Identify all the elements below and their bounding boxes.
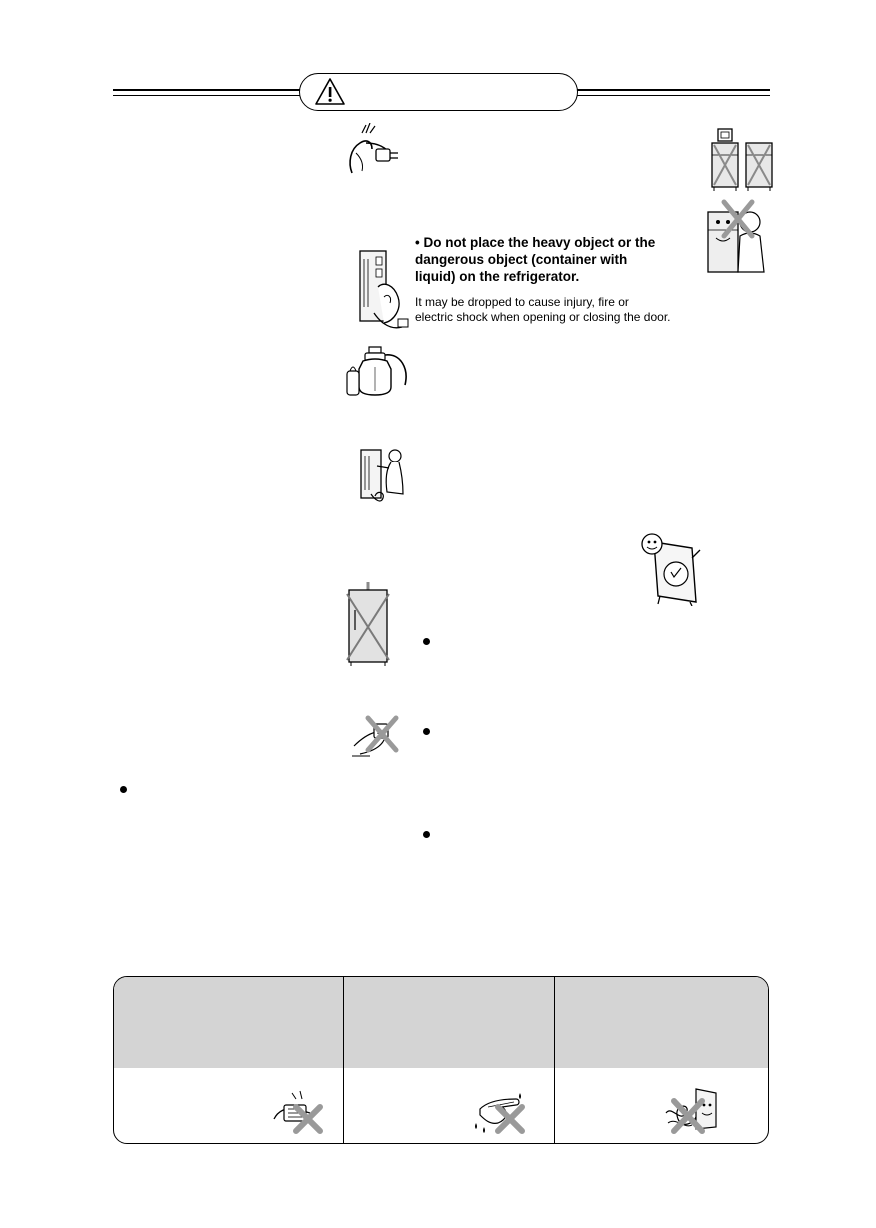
precaution-table [113, 976, 769, 1144]
header-rule-left-top [113, 89, 303, 91]
bullet-marker [423, 638, 430, 645]
refrigerator-stacked-crossed-icon [700, 127, 778, 193]
fridge-tangled-cord-crossed-icon [662, 1083, 730, 1137]
header-rule-right-bottom [574, 95, 770, 96]
warning-body-line-1: It may be dropped to cause injury, fire or [415, 295, 629, 309]
warning-title: • Do not place the heavy object or the dangerous object (container with liquid) on the refrigerator. [415, 235, 656, 284]
wet-hand-crossed-icon [468, 1089, 528, 1135]
hand-plug-crossed-icon [350, 710, 402, 758]
warning-text-block [415, 234, 671, 325]
person-at-fridge-icon [357, 444, 417, 508]
table-column-divider [343, 977, 344, 1143]
power-plug-icon [342, 123, 404, 177]
bullet-marker [423, 831, 430, 838]
gas-cylinder-icon [345, 343, 413, 399]
warning-triangle-icon [314, 77, 346, 107]
precaution-table-header [114, 977, 768, 1068]
bullet-marker [120, 786, 127, 793]
warning-body-line-2: electric shock when opening or closing the door. [415, 310, 671, 324]
header-rule-right-top [574, 89, 770, 91]
heavy-object-fridge-crossed-icon [694, 196, 770, 278]
happy-fridge-icon [636, 530, 702, 606]
bullet-marker [423, 728, 430, 735]
header-rule-left-bottom [113, 95, 303, 96]
plug-crossed-icon [270, 1089, 324, 1135]
fridge-crossed-icon [343, 580, 393, 668]
table-column-divider [554, 977, 555, 1143]
door-hand-plug-icon [354, 247, 418, 337]
